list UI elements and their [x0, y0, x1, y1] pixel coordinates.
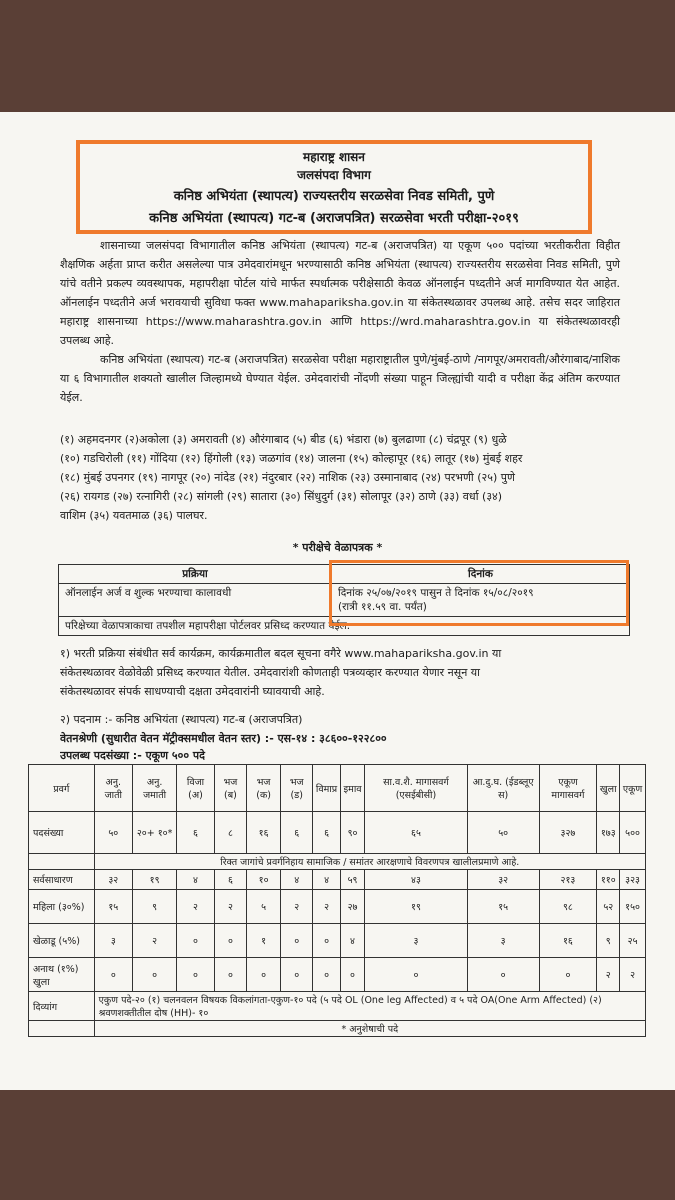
header-department: जलसंपदा विभाग	[297, 168, 371, 182]
table-header-cell: अनु. जाती	[94, 765, 132, 812]
table-row	[29, 890, 646, 924]
table-cell: ३२	[94, 870, 132, 890]
table-cell: ५०	[94, 812, 132, 854]
table-cell: ९०	[340, 812, 364, 854]
schedule-col-process: प्रक्रिया	[59, 565, 332, 584]
table-cell: ५	[247, 890, 281, 924]
bottom-background	[0, 1090, 675, 1200]
table-cell: ५९	[340, 870, 364, 890]
table-header-cell: विमाप्र	[313, 765, 341, 812]
table-cell: ०	[340, 958, 364, 992]
table-cell: ०	[467, 958, 539, 992]
table-cell: १०	[247, 870, 281, 890]
point1-line-1: १) भरती प्रक्रिया संबंधीत सर्व कार्यक्रम, कार्यक्रमातील बदल सूचना वगैरे www.mahapariksha.gov.in या	[60, 647, 502, 660]
point1-line-2: संकेतस्थळावर वेळोवेळी प्रसिध्द करण्यात येतील. उमेदवारांशी कोणताही पत्रव्यव्हार करण्यात येणार नसून या	[60, 666, 481, 679]
header-government: महाराष्ट्र शासन	[303, 150, 365, 164]
schedule-col-date: दिनांक	[332, 565, 630, 584]
row-label-cell: खेळाडू (५%)	[29, 924, 95, 958]
table-cell: ३२७	[539, 812, 597, 854]
point1-line-3: संकेतस्थळावर संपर्क साधण्याची दक्षता उमेदवारांनी घ्यावयाची आहे.	[60, 685, 325, 698]
table-header-cell: अनु. जमाती	[132, 765, 176, 812]
table-cell: ३	[467, 924, 539, 958]
row-label-cell: अनाथ (१%) खुला	[29, 958, 95, 992]
table-header-cell: इमाव	[340, 765, 364, 812]
table-row-footnote	[29, 1021, 646, 1037]
table-cell: ०	[247, 958, 281, 992]
table-cell: ४	[313, 870, 341, 890]
reservation-note: रिक्त जागांचे प्रवर्गनिहाय सामाजिक / समांतर आरक्षणाचे विवरणपत्र खालीलप्रमाणे आहे.	[94, 854, 645, 870]
header-exam-title: कनिष्ठ अभियंता (स्थापत्य) गट-ब (अराजपत्रित) सरळसेवा भरती परीक्षा-२०१९	[149, 211, 519, 226]
table-cell: ६	[177, 812, 215, 854]
post-distribution-table	[28, 764, 646, 1037]
row-label-cell: दिव्यांग	[29, 992, 95, 1021]
schedule-note: परिक्षेच्या वेळापत्राकाचा तपशील महापरीक्षा पोर्टलवर प्रसिध्द करण्यात येईल.	[59, 617, 630, 636]
table-header-cell: आ.दु.घ. (ईडब्लूए स)	[467, 765, 539, 812]
schedule-date-range: दिनांक २५/०७/२०१९ पासुन ते दिनांक १५/०८/२०१९	[338, 587, 534, 599]
table-cell: ०	[313, 958, 341, 992]
table-cell: ०	[132, 958, 176, 992]
table-cell: १६	[247, 812, 281, 854]
table-cell: ४३	[365, 870, 468, 890]
row-label-cell: पदसंख्या	[29, 812, 95, 854]
table-row-reservation-note	[29, 854, 646, 870]
table-header-cell: सा.व.शै. मागासवर्ग (एसईबीसी)	[365, 765, 468, 812]
table-cell: ०	[365, 958, 468, 992]
table-cell: १९	[132, 870, 176, 890]
table-header-cell: विजा (अ)	[177, 765, 215, 812]
table-cell: ३	[94, 924, 132, 958]
district-list-line-4: (२६) रायगड (२७) रत्नागिरी (२८) सांगली (२९) सातारा (३०) सिंधुदुर्ग (३१) सोलापूर (३२) ठाणे (३३) वर्धा (३४)	[60, 490, 503, 503]
table-cell: ०	[313, 924, 341, 958]
table-cell: ६	[214, 870, 246, 890]
table-cell: १७३	[597, 812, 620, 854]
table-cell: २७	[340, 890, 364, 924]
table-row	[29, 958, 646, 992]
table-row	[29, 924, 646, 958]
table-cell: ५००	[620, 812, 646, 854]
post-name: २) पदनाम :- कनिष्ठ अभियंता (स्थापत्य) गट-ब (अराजपत्रित)	[60, 713, 303, 726]
table-header-cell: एकूण मागासवर्ग	[539, 765, 597, 812]
table-cell: ९	[597, 924, 620, 958]
table-cell: १६	[539, 924, 597, 958]
table-cell: ०	[214, 924, 246, 958]
table-header-cell: खुला	[597, 765, 620, 812]
table-header-cell: भज (ड)	[281, 765, 313, 812]
district-list-line-1: (१) अहमदनगर (२)अकोला (३) अमरावती (४) औरंगाबाद (५) बीड (६) भंडारा (७) बुलढाणा (८) चंद्रपूर (९) धुळे	[60, 433, 507, 446]
row-label-cell: महिला (३०%)	[29, 890, 95, 924]
top-background	[0, 0, 675, 112]
empty-cell	[29, 1021, 95, 1037]
table-cell: २	[620, 958, 646, 992]
table-cell: ०	[177, 958, 215, 992]
row-label-cell: सर्वसाधारण	[29, 870, 95, 890]
table-cell: २	[597, 958, 620, 992]
footnote: * अनुशेषाची पदे	[94, 1021, 645, 1037]
table-cell: ३२३	[620, 870, 646, 890]
table-cell: २१३	[539, 870, 597, 890]
table-header-row	[29, 765, 646, 812]
table-cell: ५२	[597, 890, 620, 924]
district-list-line-5: वाशिम (३५) यवतमाळ (३६) पालघर.	[60, 509, 208, 522]
table-cell: ९	[132, 890, 176, 924]
table-cell: १९	[365, 890, 468, 924]
divyang-description: एकुण पदे-२० (१) चलनवलन विषयक विकलांगता-एकुण-१० पदे (५ पदे OL (One leg Affected) व ५ पदे OA(One Arm Affected) (२) श्रवणशक्तीतील दोष (HH)- १०	[94, 992, 645, 1021]
table-cell: ४	[340, 924, 364, 958]
table-cell: ६५	[365, 812, 468, 854]
table-cell: १५	[467, 890, 539, 924]
table-cell: १५	[94, 890, 132, 924]
table-header-cell: एकूण	[620, 765, 646, 812]
intro-paragraph-2: कनिष्ठ अभियंता (स्थापत्य) गट-ब (अराजपत्रित) सरळसेवा परीक्षा महाराष्ट्रातील पुणे/मुंबई-ठाणे /नागपूर/अमरावती/औरंगाबाद/नाशिक या ६ विभागातील शक्यतो खालील जिल्हामध्ये घेण्यात येईल. उमेदवारांची नोंदणी संख्या पाहून जिल्ह्यांची यादी व परीक्षा केंद्र अंतिम करण्यात येईल.	[60, 353, 620, 404]
table-cell: ६	[281, 812, 313, 854]
schedule-row-label: ऑनलाईन अर्ज व शुल्क भरण्याचा कालावधी	[59, 584, 332, 617]
district-list-line-3: (१८) मुंबई उपनगर (१९) नागपूर (२०) नांदेड (२१) नंदुरबार (२२) नाशिक (२३) उस्मानाबाद (२४) परभणी (२५) पुणे	[60, 471, 515, 484]
table-cell: ८	[214, 812, 246, 854]
empty-cell	[29, 854, 95, 870]
table-cell: ०	[281, 958, 313, 992]
table-cell: २	[132, 924, 176, 958]
table-cell: २	[313, 890, 341, 924]
pay-scale: वेतनश्रेणी (सुधारीत वेतन मॅट्रीक्समधील वेतन स्तर) :- एस-१४ : ३८६००-१२२८००	[60, 732, 387, 745]
table-cell: १५०	[620, 890, 646, 924]
header-committee: कनिष्ठ अभियंता (स्थापत्य) राज्यस्तरीय सरळसेवा निवड समिती, पुणे	[173, 189, 495, 204]
header-box	[76, 140, 592, 234]
district-list-line-2: (१०) गडचिरोली (११) गोंदिया (१२) हिंगोली (१३) जळगांव (१४) जालना (१५) कोल्हापूर (१६) लातूर (१७) मुंबई शहर	[60, 452, 523, 465]
intro-paragraph-1: शासनाच्या जलसंपदा विभागातील कनिष्ठ अभियंता (स्थापत्य) गट-ब (अराजपत्रित) या एकूण ५०० पदांच्या भरतीकरीता विहीत शैक्षणिक अर्हता प्राप्त करीत असलेल्या पात्र उमेदवारांमधून भरण्यासाठी कनिष्ठ अभियंता (स्थापत्य) राज्यस्तरीय सरळसेवा निवड समिती, पुणे यांचे वतीने प्रकल्प व्यवस्थापक, महापरीक्षा पोर्टल यांचे मार्फत स्पर्धात्मक परीक्षेसाठी केवळ ऑनलाईन पध्दतीने अर्ज मागविण्यात येत आहेत. ऑनलाईन पध्दतीने अर्ज भरावयाची सुविधा फक्त www.mahapariksha.gov.in या संकेतस्थळावर उपलब्ध आहे. तसेच सदर जाहिरात महाराष्ट्र शासनाच्या https://www.maharashtra.gov.in आणि https://wrd.maharashtra.gov.in या संकेतस्थळावरही उपलब्ध आहे.	[60, 239, 620, 347]
table-cell: ४	[177, 870, 215, 890]
table-row-divyang	[29, 992, 646, 1021]
table-cell: ९८	[539, 890, 597, 924]
table-header-cell: प्रवर्ग	[29, 765, 95, 812]
table-cell: २	[177, 890, 215, 924]
table-row-post-count	[29, 812, 646, 854]
table-cell: २५	[620, 924, 646, 958]
table-cell: ०	[94, 958, 132, 992]
table-cell: ३	[365, 924, 468, 958]
table-cell: ५०	[467, 812, 539, 854]
table-cell: ६	[313, 812, 341, 854]
table-cell: २	[281, 890, 313, 924]
table-cell: ०	[177, 924, 215, 958]
table-cell: ०	[539, 958, 597, 992]
table-row	[29, 870, 646, 890]
schedule-highlight-box	[329, 560, 629, 626]
document-page	[0, 112, 675, 1090]
table-header-cell: भज (क)	[247, 765, 281, 812]
table-cell: ०	[281, 924, 313, 958]
table-cell: ३२	[467, 870, 539, 890]
table-cell: ११०	[597, 870, 620, 890]
table-cell: २	[214, 890, 246, 924]
table-header-cell: भज (ब)	[214, 765, 246, 812]
schedule-title: * परीक्षेचे वेळापत्रक *	[292, 541, 383, 554]
table-body	[29, 812, 646, 1037]
available-posts: उपलब्ध पदसंख्या :- एकूण ५०० पदे	[60, 749, 205, 762]
table-cell: ०	[214, 958, 246, 992]
table-cell: ४	[281, 870, 313, 890]
table-cell: १	[247, 924, 281, 958]
schedule-time: (रात्री ११.५९ वा. पर्यंत)	[338, 601, 427, 613]
table-cell: २०+ १०*	[132, 812, 176, 854]
